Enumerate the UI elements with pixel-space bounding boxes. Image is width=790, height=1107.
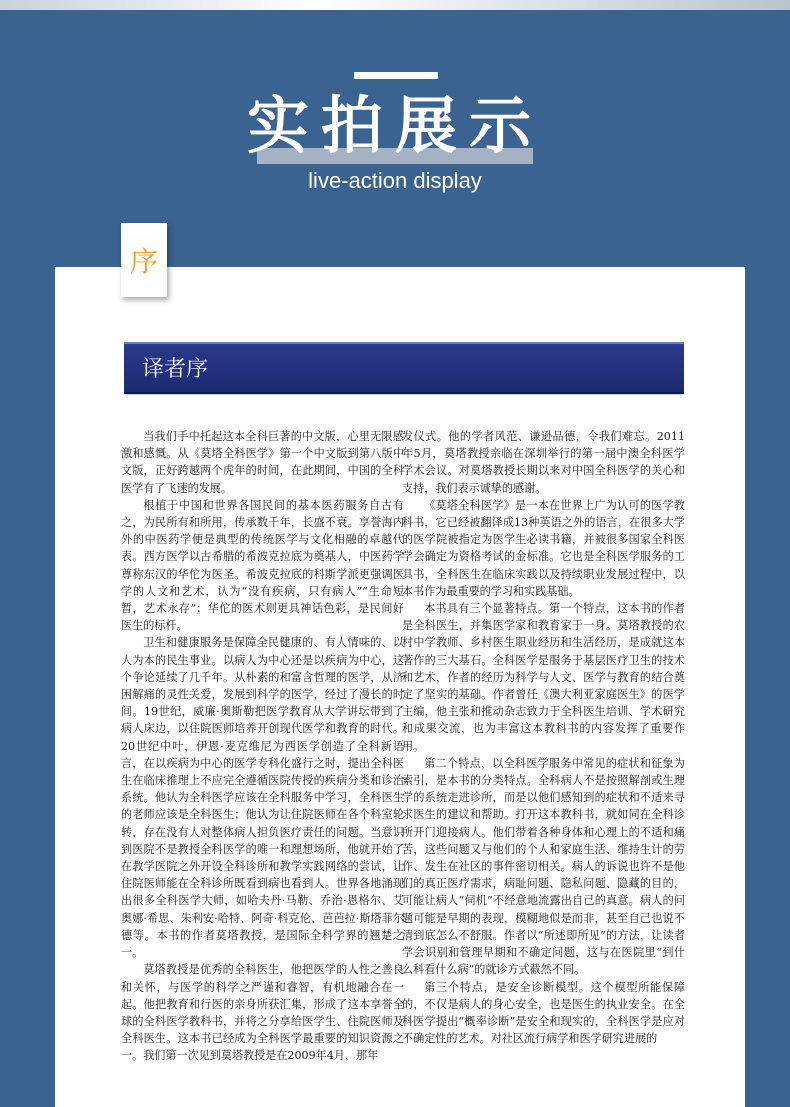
preface-tab: 序 (121, 223, 167, 297)
paragraph: 《莫塔全科医学》是一本在世界上广为认可的医学教科书，它已经被翻译成13种英语之外的语言，在很多大学的医学院被指定为医学生必读书籍，并被很多国家全科医学会确定为资格考试的金标准。它也是全科医学服务的工具书，全科医生在临床实践以及持续职业发展过程中，以本书作为最重要的学习和实践基础。 (402, 498, 685, 598)
top-decorative-strip (0, 0, 790, 10)
left-text-column (121, 428, 404, 1065)
paragraph: 第二个特点，以全科医学服务中常见的症状和征象为索引，是本书的分类特点。全科病人不是按照解剖或生理学的系统走进诊所，而是以他们感知到的症状和不适来寻求医生的建议和帮助。打开这本教科书，就如同在全科诊所开门迎接病人。他们带着各种身体和心理上的不适和痛苦，这些问题又与他们的个人和家庭生活、维持生计的劳作、发生在社区的事件密切相关。病人的诉说也许不是他们的真正医疗需求，病耻问题、隐私问题、隐藏的目的，可能让病人“伺机”不经意地流露出自己的真意。病人的问题可能是早期的表现，模糊地似是而非，甚至自己也说不清到底怎么不舒服。作者以“所述即所见”的方法，让读者学会识别和管理早期和不确定问题，这与在医院里“到什么科看什么病”的就诊方式截然不同。 (402, 756, 685, 977)
paragraph: 发仪式。他的学者风范、谦逊品德，令我们难忘。2011年5月，莫塔教授亲临在深圳举行的第一届中澳全科医学学术会议。对莫塔教授长期以来对中国全科医学的关心和支持，我们表示诚挚的感谢。 (402, 430, 685, 495)
preface-title: 译者序 (142, 357, 209, 382)
page-title: 实拍展示 (246, 89, 543, 162)
paragraph: 根植于中国和世界各国民间的基本医药服务自古有之，为民所有和所用，传承数千年，长盛不衰。享誉海内外的中医药学便是典型的传统医学与文化相融的卓越代表。西方医学以古希腊的希波克拉底为奠基人，中医药学尊称东汉的华佗为医圣。希波克拉底的科斯学派更强调医学的人文和艺术，认为“没有疾病，只有病人”“生命短暂，艺术永存”；华佗的医术则更具神话色彩，是民间好医生的标杆。 (121, 498, 404, 633)
title-accent-dash (354, 72, 438, 79)
paragraph: 莫塔教授是优秀的全科医生，他把医学的人性之善良和关怀，与医学的科学之严谨和睿智，有机地融合在一起。他把教育和行医的亲身所获汇集，形成了这本享誉全球的全科医学教科书，并将之分享给医学生、住院医师及全科医生。这本书已经成为全科医学最重要的知识资源之一。我们第一次见到莫塔教授是在2009年4月，那年 (121, 963, 404, 1063)
preface-header-bar (124, 342, 684, 394)
right-text-column (402, 428, 685, 1047)
paragraph: 本书具有三个显著特点。第一个特点，这本书的作者是全科医生，并集医学家和教育家于一身。莫塔教授的农村中学教师、乡村医生职业经历和生活经历，是成就这本著作的三大基石。全科医学是服务于基层医疗卫生的技术和艺术，作者的经历为科学与人文、医学与教育的结合奠定了坚实的基础。作者曾任《澳大利亚家庭医生》的医学主编，他主张和推动杂志致力于全科医生培训、学术研究和成果交流，也为丰富这本教科书的内容发挥了重要作用。 (402, 602, 685, 753)
paragraph: 卫生和健康服务是保障全民健康的、有人情味的、以人为本的民生事业。以病人为中心还是以疾病为中心，这个争论延续了几千年。从朴素的和富含哲理的医学，从济困解痛的灵性关爱，发展到科学的医学，经过了漫长的时间。19世纪，威廉·奥斯勒把医学教育从大学讲坛带到了病人床边，以住院医师培养开创现代医学和教育的时代。20世纪中叶，伊恩·麦克维尼为西医学创造了全科新语言，在以疾病为中心的医学专科化盛行之时，提出全科医生在临床推理上不应完全遵循医院传授的疾病分类和诊治系统。他认为全科医学应该在全科服务中学习，全科医生的老师应该是全科医生；他认为让住院医师在各个科室轮转，存在没有人对整体病人担负医疗责任的问题。当意识到医院不是教授全科医学的唯一和理想场所，他就开始了在教学医院之外开设全科诊所和教学实践网络的尝试，让住院医师能在全科诊所既看到病也看到人。世界各地涌现出很多全科医学大师，如哈夫丹·马勒、乔治·恩格尔、艾奥娜·希思、朱利安·哈特、阿奇·科克伦、芭芭拉·斯塔菲尔德等。本书的作者莫塔教授，是国际全科学界的翘楚之一。 (121, 636, 404, 960)
paragraph: 第三个特点，是安全诊断模型。这个模型所能保障的，不仅是病人的身心安全，也是医生的执业安全。在全科医学提出“概率诊断”是安全和现实的，全科医学是应对不确定性的艺术。对社区流行病学和医学研究进展的 (402, 980, 685, 1046)
page-subtitle: live-action display (308, 168, 482, 193)
paragraph: 当我们手中托起这本全科巨著的中文版，心里无限感激和感慨。从《莫塔全科医学》第一个中文版到第八版中文版，正好跨越两个虎年的时间，在此期间，中国的全科医学有了飞速的发展。 (121, 430, 404, 495)
